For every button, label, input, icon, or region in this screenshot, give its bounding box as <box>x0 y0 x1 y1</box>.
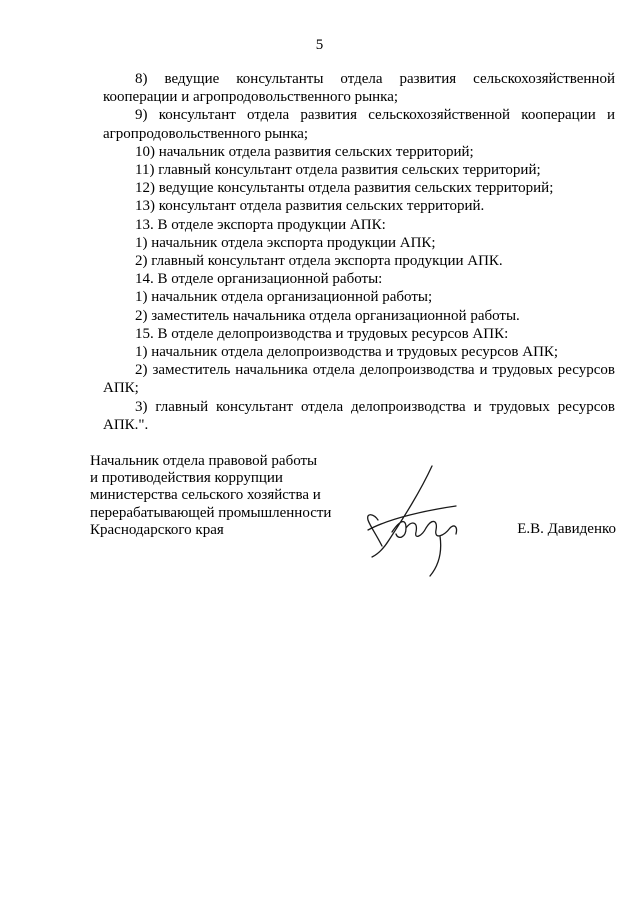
list-item: 9) консультант отдела развития сельскохозяйственной кооперации и агропродовольственного рынка; <box>103 107 615 142</box>
section-heading: 13. В отделе экспорта продукции АПК: <box>135 216 386 233</box>
signatory-name: Е.В. Давиденко <box>517 521 616 537</box>
handwritten-signature <box>362 462 462 580</box>
section-heading: 15. В отделе делопроизводства и трудовых ресурсов АПК: <box>135 325 509 342</box>
position-line: Краснодарского края <box>90 521 224 538</box>
position-line: Начальник отдела правовой работы <box>90 453 318 469</box>
list-item: 12) ведущие консультанты отдела развития сельских территорий; <box>135 180 554 197</box>
list-item: 3) главный консультант отдела делопроизводства и трудовых ресурсов АПК.". <box>103 398 615 433</box>
signatory-position <box>90 453 350 539</box>
position-line: перерабатывающей промышленности <box>90 504 332 521</box>
list-item: 1) начальник отдела организационной работы; <box>135 289 433 306</box>
document-body <box>103 70 615 434</box>
list-item: 2) заместитель начальника отдела делопроизводства и трудовых ресурсов АПК; <box>103 362 615 397</box>
list-item: 11) главный консультант отдела развития сельских территорий; <box>135 162 541 179</box>
list-item: 10) начальник отдела развития сельских территорий; <box>135 143 474 160</box>
page-number: 5 <box>315 37 324 53</box>
list-item: 2) заместитель начальника отдела организационной работы. <box>135 307 520 324</box>
position-line: и противодействия коррупции <box>90 470 283 487</box>
list-item: 1) начальник отдела делопроизводства и трудовых ресурсов АПК; <box>135 344 559 361</box>
section-heading: 14. В отделе организационной работы: <box>135 271 383 288</box>
list-item: 2) главный консультант отдела экспорта продукции АПК. <box>135 253 503 270</box>
list-item: 8) ведущие консультанты отдела развития сельскохозяйственной кооперации и агропродовольственного рынка; <box>103 71 615 106</box>
position-line: министерства сельского хозяйства и <box>90 487 321 504</box>
list-item: 1) начальник отдела экспорта продукции АПК; <box>135 234 436 251</box>
list-item: 13) консультант отдела развития сельских территорий. <box>135 198 485 215</box>
